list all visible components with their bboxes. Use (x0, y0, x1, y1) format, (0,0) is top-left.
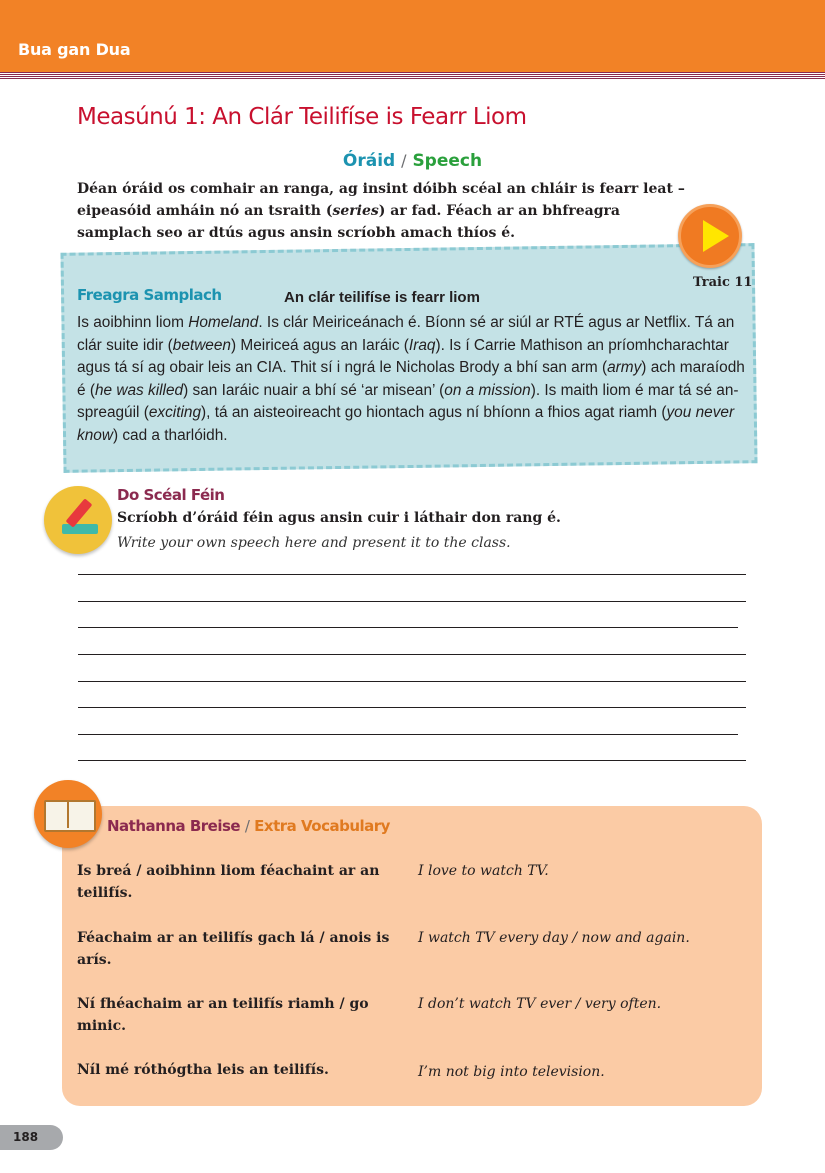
writing-line[interactable] (78, 574, 746, 575)
sample-answer-label: Freagra Samplach (77, 286, 222, 304)
writing-line[interactable] (78, 681, 746, 682)
speech-heading-en: Speech (412, 151, 483, 171)
pencil-icon (44, 486, 112, 554)
track-label: Traic 11 (693, 275, 753, 290)
vocabulary-heading-en: Extra Vocabulary (254, 817, 390, 835)
vocab-phrase-en: I love to watch TV. (418, 863, 549, 879)
header-band (0, 0, 825, 72)
instruction-line: Déan óráid os comhair an ranga, ag insint dóibh scéal an chláir is fearr leat – (77, 181, 685, 197)
speech-heading-ga: Óráid (342, 151, 396, 171)
own-story-heading: Do Scéal Féin (117, 486, 225, 504)
vocab-phrase-en: I’m not big into television. (418, 1064, 605, 1080)
vocabulary-heading-ga: Nathanna Breise (107, 817, 241, 835)
header-stripes (0, 72, 825, 80)
writing-line[interactable] (78, 760, 746, 761)
sample-answer-title: An clár teilifíse is fearr liom (284, 289, 480, 306)
instruction-line: samplach seo ar dtús agus ansin scríobh amach thíos é. (77, 225, 515, 241)
book-title: Bua gan Dua (18, 40, 131, 59)
play-icon[interactable] (678, 204, 742, 268)
vocabulary-heading-separator: / (244, 817, 250, 835)
task-instructions (77, 178, 687, 244)
speech-heading-separator: / (401, 151, 407, 170)
vocab-phrase-en: I watch TV every day / now and again. (418, 930, 690, 946)
vocab-phrase-ga: Níl mé róthógtha leis an teilifís. (77, 1062, 329, 1078)
book-icon (34, 780, 102, 848)
vocabulary-heading (107, 817, 390, 835)
vocab-phrase-ga: Féachaim ar an teilifís gach lá / anois is arís. (77, 930, 390, 968)
page-title: Measúnú 1: An Clár Teilifíse is Fearr Liom (77, 104, 527, 130)
writing-line[interactable] (78, 601, 746, 602)
writing-line[interactable] (78, 707, 746, 708)
writing-line[interactable] (78, 654, 746, 655)
writing-line[interactable] (78, 627, 738, 628)
vocab-phrase-ga: Is breá / aoibhinn liom féachaint ar an teilifís. (77, 863, 380, 901)
sample-answer-text: Is aoibhinn liom Homeland. Is clár Meiriceánach é. Bíonn sé ar siúl ar RTÉ agus ar Netflix. Tá an clár suite idir (between) Meiriceá agus an Iaráic (Iraq). Is í Carrie Mathison an príomhcharachtar agus tá sí ag obair leis an CIA. Thit sí i ngrá le Nicholas Brody a bhí san arm (army) ach maraíodh é (he was killed) san Iaráic nuair a bhí sé ‘ar misean’ (on a mission). Is maith liom é mar tá sé an-spreagúil (exciting), tá an aisteoireacht go hiontach agus ní bhíonn a fhios agat riamh (you never know) cad a tharlóidh. (77, 314, 745, 444)
own-story-instruction: Scríobh d’óráid féin agus ansin cuir i láthair don rang é. (117, 510, 561, 526)
writing-line[interactable] (78, 734, 738, 735)
page-number: 188 (0, 1125, 63, 1150)
vocab-phrase-en: I don’t watch TV ever / very often. (418, 996, 662, 1012)
own-story-instruction-en: Write your own speech here and present it to the class. (117, 535, 511, 551)
vocab-phrase-ga: Ní fhéachaim ar an teilifís riamh / go minic. (77, 996, 369, 1034)
instruction-line: eipeasóid amháin nó an tsraith (series) ar fad. Féach ar an bhfreagra (77, 203, 620, 219)
speech-heading (0, 151, 825, 171)
